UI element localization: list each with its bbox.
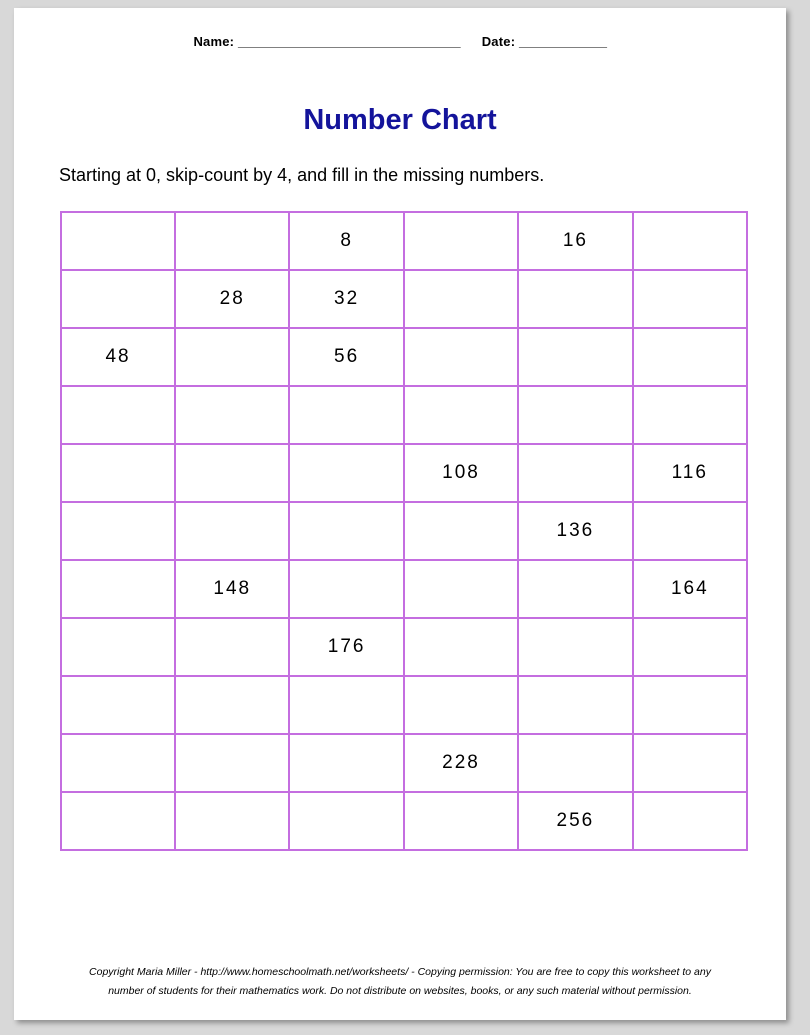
- table-row: [61, 386, 747, 444]
- chart-cell[interactable]: [61, 444, 175, 502]
- page-title: Number Chart: [303, 104, 497, 136]
- table-row: [61, 212, 747, 270]
- chart-cell[interactable]: [61, 618, 175, 676]
- chart-cell[interactable]: [633, 270, 747, 328]
- chart-cell[interactable]: [633, 328, 747, 386]
- copyright-footer: [14, 963, 786, 1001]
- chart-cell[interactable]: [175, 386, 289, 444]
- chart-cell[interactable]: 164: [633, 560, 747, 618]
- date-blank: _____________: [519, 34, 607, 49]
- chart-cell[interactable]: 8: [289, 212, 403, 270]
- table-row: [61, 328, 747, 386]
- chart-cell[interactable]: 56: [289, 328, 403, 386]
- chart-cell[interactable]: [289, 444, 403, 502]
- chart-cell[interactable]: [175, 212, 289, 270]
- chart-cell[interactable]: 136: [518, 502, 632, 560]
- chart-cell[interactable]: 148: [175, 560, 289, 618]
- name-date-line: [14, 34, 786, 49]
- chart-cell[interactable]: [633, 676, 747, 734]
- number-chart-table: [60, 211, 748, 851]
- chart-cell[interactable]: [404, 792, 518, 850]
- chart-cell[interactable]: [633, 386, 747, 444]
- chart-cell[interactable]: [175, 734, 289, 792]
- chart-cell[interactable]: 108: [404, 444, 518, 502]
- chart-cell[interactable]: [518, 560, 632, 618]
- table-row: [61, 618, 747, 676]
- chart-cell[interactable]: [518, 618, 632, 676]
- table-row: [61, 560, 747, 618]
- copyright-line-2: number of students for their mathematics work. Do not distribute on websites, books, or any such material without permission.: [108, 984, 692, 997]
- instructions-text: Starting at 0, skip-count by 4, and fill in the missing numbers.: [59, 165, 545, 185]
- chart-cell[interactable]: [518, 328, 632, 386]
- chart-cell[interactable]: [289, 734, 403, 792]
- chart-cell[interactable]: 176: [289, 618, 403, 676]
- chart-cell[interactable]: [175, 502, 289, 560]
- chart-cell[interactable]: 228: [404, 734, 518, 792]
- table-row: [61, 676, 747, 734]
- chart-cell[interactable]: [61, 270, 175, 328]
- table-row: [61, 502, 747, 560]
- chart-cell[interactable]: [175, 676, 289, 734]
- chart-cell[interactable]: [518, 676, 632, 734]
- chart-cell[interactable]: [61, 212, 175, 270]
- chart-cell[interactable]: [61, 676, 175, 734]
- chart-cell[interactable]: [633, 618, 747, 676]
- table-row: [61, 444, 747, 502]
- copyright-line-1: Copyright Maria Miller - http://www.homeschoolmath.net/worksheets/ - Copying permission: You are free to copy this worksheet to any: [89, 966, 711, 978]
- chart-cell[interactable]: 116: [633, 444, 747, 502]
- chart-cell[interactable]: [175, 618, 289, 676]
- chart-cell[interactable]: [404, 386, 518, 444]
- name-label: Name:: [193, 34, 235, 49]
- worksheet-page: [14, 8, 786, 1020]
- chart-cell[interactable]: [61, 560, 175, 618]
- chart-cell[interactable]: [404, 560, 518, 618]
- chart-cell[interactable]: [175, 444, 289, 502]
- chart-cell[interactable]: [404, 328, 518, 386]
- chart-cell[interactable]: [404, 212, 518, 270]
- chart-cell[interactable]: [289, 386, 403, 444]
- chart-cell[interactable]: [289, 502, 403, 560]
- chart-cell[interactable]: [61, 502, 175, 560]
- chart-cell[interactable]: [61, 734, 175, 792]
- chart-cell[interactable]: [518, 386, 632, 444]
- chart-cell[interactable]: [175, 792, 289, 850]
- chart-cell[interactable]: [518, 734, 632, 792]
- chart-cell[interactable]: [404, 676, 518, 734]
- chart-cell[interactable]: [289, 792, 403, 850]
- chart-cell[interactable]: 256: [518, 792, 632, 850]
- number-chart-body: [61, 212, 747, 850]
- chart-cell[interactable]: [289, 560, 403, 618]
- chart-cell[interactable]: [289, 676, 403, 734]
- name-blank: _________________________________: [238, 34, 461, 49]
- chart-cell[interactable]: [633, 734, 747, 792]
- table-row: [61, 792, 747, 850]
- chart-cell[interactable]: [633, 212, 747, 270]
- chart-cell[interactable]: [633, 502, 747, 560]
- chart-cell[interactable]: [404, 618, 518, 676]
- chart-cell[interactable]: 32: [289, 270, 403, 328]
- table-row: [61, 734, 747, 792]
- chart-cell[interactable]: [404, 502, 518, 560]
- chart-cell[interactable]: [404, 270, 518, 328]
- chart-cell[interactable]: 48: [61, 328, 175, 386]
- chart-cell[interactable]: [61, 386, 175, 444]
- chart-cell[interactable]: [61, 792, 175, 850]
- chart-cell[interactable]: [518, 444, 632, 502]
- date-label: Date:: [481, 34, 516, 49]
- chart-cell[interactable]: [518, 270, 632, 328]
- chart-cell[interactable]: [633, 792, 747, 850]
- table-row: [61, 270, 747, 328]
- chart-cell[interactable]: 28: [175, 270, 289, 328]
- chart-cell[interactable]: [175, 328, 289, 386]
- chart-cell[interactable]: 16: [518, 212, 632, 270]
